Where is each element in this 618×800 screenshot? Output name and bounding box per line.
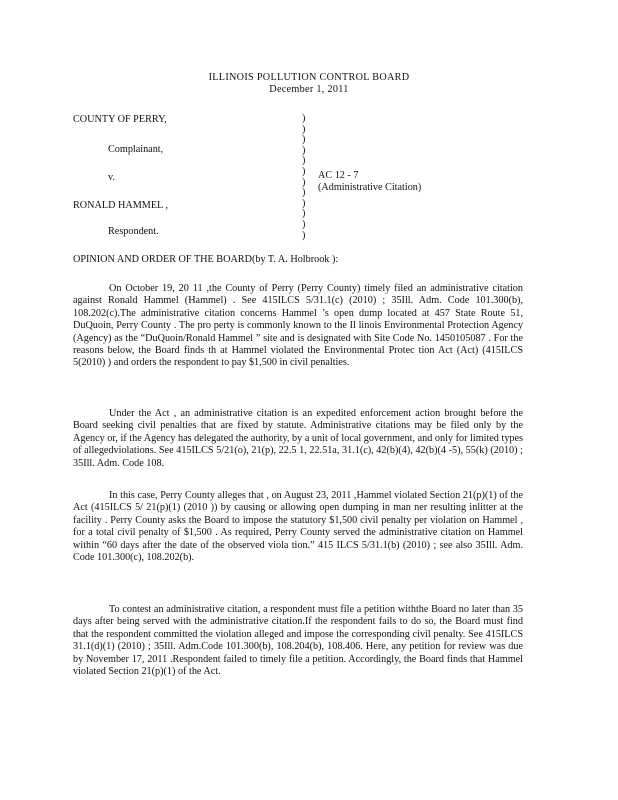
respondent-role: Respondent. xyxy=(108,226,159,237)
document-header xyxy=(0,72,618,96)
board-name: ILLINOIS POLLUTION CONTROL BOARD xyxy=(208,72,410,83)
complainant-role: Complainant, xyxy=(108,144,164,155)
paragraph-3: In this case, Perry County alleges that , on August 23, 2011 ,Hammel violated Section 21(p)(1) of the Act (415ILCS 5/ 21(p)(1) (2010 )) by causing or allowing open dumping in man ner resulting inlitter at the facility . Perry County asks the Board to impose the statutory $1,500 civil penalty per violation on Hammel , for a total civil penalty of $1,500 . As required, Perry County served the administrative citation on Hammel within “60 days after the date of the observed viola tion.” 415 ILCS 5/31.1(b) (2010) ; see also 35Ill. Adm. Code 101.300(c), 108.202(b). xyxy=(73,490,523,564)
paragraph-2: Under the Act , an administrative citation is an expedited enforcement action brought before the Board seeking civil penalties that are fixed by statute. Administrative citations may be filed only by the Agency or, if the Agency has delegated the authority, by a unit of local government, and only for limited types of allegedviolations. See 415ILCS 5/21(o), 21(p), 22.5 1, 22.51a, 31.1(c), 42(b)(4), 42(b)(4 -5), 55(k) (2010) ; 35Ill. Adm. Code 108. xyxy=(73,408,523,469)
paragraph-1: On October 19, 20 11 ,the County of Perry (Perry County) timely filed an administrative citation against Ronald Hammel (Hammel) . See 415ILCS 5/31.1(c) (2010) ; 35Ill. Adm. Code 101.300(b), 108.202(c).The administrative citation concerns Hammel ’s open dump located at 457 State Route 51, DuQuoin, Perry County . The pro perty is commonly known to the Il linois Environmental Protection Agency (Agency) as the “DuQuoin/Ronald Hammel ” site and is designated with Site Code No. 1450105087 . For the reasons below, the Board finds th at Hammel violated the Environmental Protec tion Act (Act) (415ILCS 5(2010) ) and orders the respondent to pay $1,500 in civil penalties. xyxy=(73,283,523,369)
complainant-name: COUNTY OF PERRY, xyxy=(73,114,167,125)
respondent-name: RONALD HAMMEL , xyxy=(73,200,168,211)
versus-label: v. xyxy=(108,172,115,183)
opinion-heading: OPINION AND ORDER OF THE BOARD(by T. A. Holbrook ): xyxy=(73,254,339,265)
case-caption xyxy=(73,114,553,242)
caption-case-info xyxy=(318,170,421,194)
case-type: (Administrative Citation) xyxy=(318,182,422,193)
case-number: AC 12 - 7 xyxy=(318,170,359,181)
paragraph-4: To contest an administrative citation, a respondent must file a petition withthe Board no later than 35 days after being served with the administrative citation.If the respondent fails to do so, the Board must find that the respondent committed the violation alleged and impose the corresponding civil penalty. See 415ILCS 31.1(d)(1) (2010) ; 35Ill. Adm.Code 101.300(b), 108.204(b), 108.406. Here, any petition for review was due by November 17, 2011 .Respondent failed to timely file a petition. Accordingly, the Board finds that Hammel violated Section 21(p)(1) of the Act. xyxy=(73,604,523,678)
decision-date: December 1, 2011 xyxy=(269,84,349,95)
caption-parenthesis-column: ) ) ) ) ) ) ) ) ) ) ) ) xyxy=(302,113,306,241)
